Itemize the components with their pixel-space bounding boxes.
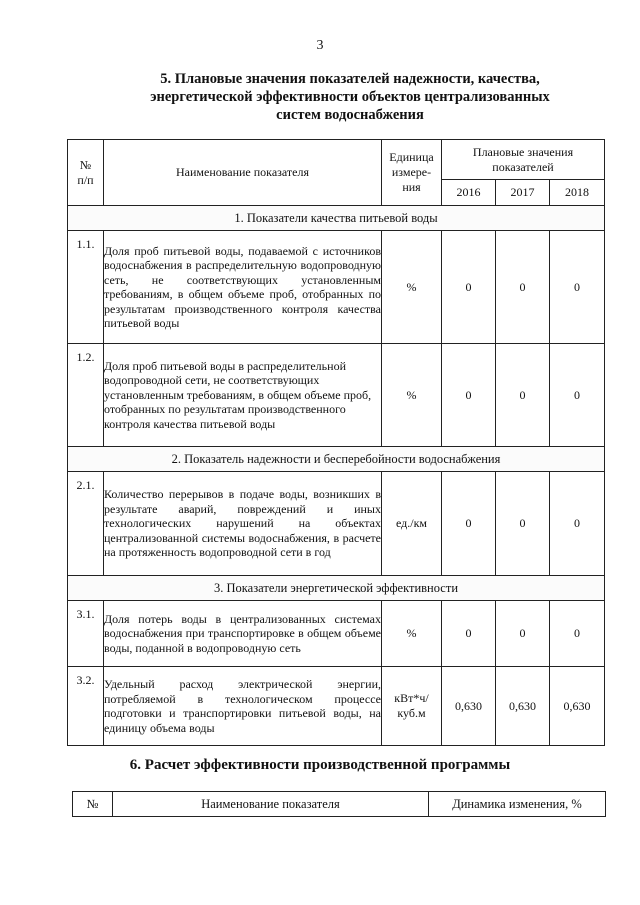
indicator-num: 3.2. (68, 667, 104, 746)
indicator-value: 0 (496, 472, 550, 576)
indicator-name: Удельный расход электрической энергии, потребляемой в технологическом процессе подготовки и транспортировки питьевой воды, на единицу объема воды (104, 667, 382, 746)
indicator-row (68, 231, 605, 344)
indicator-value: 0 (442, 601, 496, 667)
efficiency-table (72, 791, 606, 817)
header-year: 2017 (496, 180, 550, 206)
group-header-row (68, 206, 605, 231)
indicator-num: 2.1. (68, 472, 104, 576)
efficiency-header-num: № (73, 792, 113, 817)
indicator-row (68, 601, 605, 667)
indicators-table-body (68, 140, 605, 746)
indicator-value: 0,630 (496, 667, 550, 746)
header-unit: Единица измере-ния (382, 140, 442, 206)
indicator-value: 0 (550, 472, 605, 576)
efficiency-header-dynamics: Динамика изменения, % (429, 792, 606, 817)
group-header-row (68, 447, 605, 472)
indicator-value: 0 (550, 231, 605, 344)
section-5-title-line-1: 5. Плановые значения показателей надежности, качества, (160, 71, 540, 87)
indicator-value: 0 (496, 231, 550, 344)
indicator-value: 0,630 (550, 667, 605, 746)
indicator-row (68, 344, 605, 447)
section-5-title-line-3: систем водоснабжения (276, 107, 424, 123)
efficiency-header-name: Наименование показателя (113, 792, 429, 817)
indicator-num: 1.1. (68, 231, 104, 344)
indicator-value: 0 (442, 472, 496, 576)
indicator-value: 0 (550, 601, 605, 667)
indicators-table (67, 139, 605, 746)
group-title: 2. Показатель надежности и бесперебойности водоснабжения (68, 447, 605, 472)
indicator-value: 0 (550, 344, 605, 447)
group-title: 3. Показатели энергетической эффективности (68, 576, 605, 601)
group-title: 1. Показатели качества питьевой воды (68, 206, 605, 231)
indicator-value: 0,630 (442, 667, 496, 746)
section-6-title: 6. Расчет эффективности производственной программы (129, 757, 511, 773)
indicator-value: 0 (496, 601, 550, 667)
section-5-title-line-2: энергетической эффективности объектов централизованных (150, 89, 550, 105)
efficiency-header-row (73, 792, 606, 817)
indicator-num: 3.1. (68, 601, 104, 667)
indicator-name: Доля проб питьевой воды в распределительной водопроводной сети, не соответствующих установленным требованиям, в общем объеме проб, отобранных по результатам производственного контроля качества питьевой воды (104, 344, 382, 447)
indicator-value: 0 (496, 344, 550, 447)
header-year: 2018 (550, 180, 605, 206)
header-row-1 (68, 140, 605, 180)
indicator-value: 0 (442, 231, 496, 344)
indicator-name: Доля проб питьевой воды, подаваемой с источников водоснабжения в распределительную водопроводную сеть, не соответствующих установленным требованиям, в общем объеме проб, отобранных по результатам производственного контроля качества питьевой воды (104, 231, 382, 344)
header-name: Наименование показателя (104, 140, 382, 206)
indicator-num: 1.2. (68, 344, 104, 447)
header-num: № п/п (68, 140, 104, 206)
header-year: 2016 (442, 180, 496, 206)
indicator-value: 0 (442, 344, 496, 447)
header-planned: Плановые значения показателей (442, 140, 605, 180)
indicator-row (68, 472, 605, 576)
indicator-unit: ед./км (382, 472, 442, 576)
indicator-name: Доля потерь воды в централизованных системах водоснабжения при транспортировке в общем объеме воды, поданной в водопроводную сеть (104, 601, 382, 667)
indicator-name: Количество перерывов в подаче воды, возникших в результате аварий, повреждений и иных технологических нарушений на объектах централизованной системы водоснабжения, в расчете на протяженность водопроводной сети в год (104, 472, 382, 576)
indicator-unit: % (382, 601, 442, 667)
indicator-unit: % (382, 344, 442, 447)
section-5-title (80, 70, 620, 124)
page-number: 3 (316, 38, 324, 53)
indicator-unit: кВт*ч/ куб.м (382, 667, 442, 746)
indicator-row (68, 667, 605, 746)
indicator-unit: % (382, 231, 442, 344)
group-header-row (68, 576, 605, 601)
